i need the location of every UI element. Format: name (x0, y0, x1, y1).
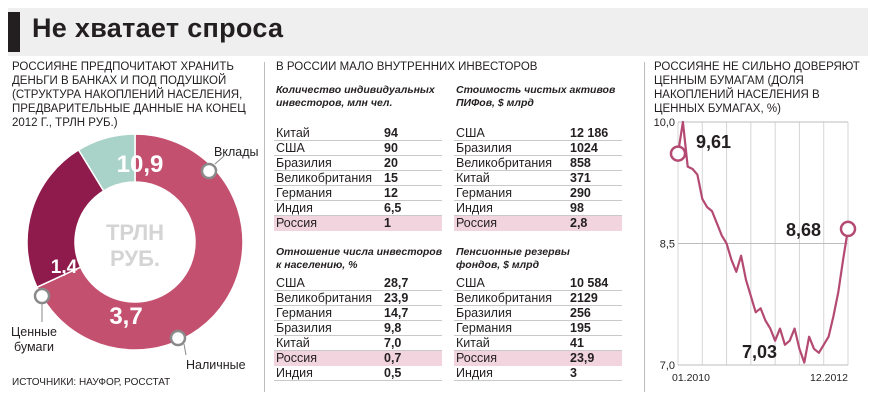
country-name: Россия (276, 351, 317, 365)
country-value: 15 (384, 171, 398, 185)
tables-section-caption: В РОССИИ МАЛО ВНУТРЕННИХ ИНВЕСТОРОВ (276, 61, 538, 73)
country-value: 0,5 (384, 366, 402, 380)
country-name: Россия (276, 216, 317, 230)
country-name: Германия (456, 186, 513, 200)
country-name: Германия (276, 186, 333, 200)
heading-line: Стоимость чистых активов (456, 84, 616, 96)
country-value: 90 (384, 141, 398, 155)
country-name: Бразилия (456, 141, 512, 155)
donut-caption: РОССИЯНЕ ПРЕДПОЧИТАЮТ ХРАНИТЬ ДЕНЬГИ В БАНКАХ И ПОД ПОДУШКОЙ (СТРУКТУРА НАКОПЛЕНИЙ НАСЕЛЕНИЯ, ПРЕДВАРИТЕЛЬНЫЕ ДАННЫЕ НА КОНЕЦ 2012 Г., ТРЛН РУБ.) (12, 61, 246, 129)
country-value: 41 (570, 336, 584, 350)
country-value: 371 (570, 171, 591, 185)
country-value: 2129 (570, 291, 598, 305)
point-label: 9,61 (696, 132, 732, 152)
country-name: Германия (456, 321, 513, 335)
country-value: 12 186 (570, 126, 609, 140)
country-name: Россия (456, 351, 497, 365)
country-value: 23,9 (570, 351, 595, 365)
country-name: США (276, 276, 305, 290)
callout-label: Наличные (186, 358, 246, 372)
heading-line: ПИФов, $ млрд (456, 97, 534, 109)
country-name: Великобритания (456, 156, 552, 170)
endpoint-marker (671, 147, 685, 161)
country-name: Китай (456, 336, 490, 350)
country-value: 12 (384, 186, 398, 200)
country-name: Германия (276, 306, 333, 320)
country-value: 858 (570, 156, 591, 170)
heading-line: Отношение числа инвесторов (276, 246, 443, 258)
point-label: 7,03 (742, 342, 778, 362)
country-value: 23,9 (384, 291, 409, 305)
x-tick-label: 01.2010 (672, 372, 710, 384)
country-name: Бразилия (276, 156, 332, 170)
country-value: 3 (570, 366, 577, 380)
country-value: 1 (384, 216, 391, 230)
sources-note: ИСТОЧНИКИ: НАУФОР, РОССТАТ (12, 377, 171, 388)
callout-label: Ценные (11, 325, 57, 339)
donut-center-label: ТРЛН (105, 220, 165, 245)
callout-label: бумаги (13, 340, 55, 354)
country-name: Великобритания (276, 171, 372, 185)
country-value: 1024 (570, 141, 598, 155)
country-name: США (456, 126, 485, 140)
country-value: 195 (570, 321, 591, 335)
country-name: Китай (456, 171, 490, 185)
country-value: 14,7 (384, 306, 409, 320)
country-name: США (276, 141, 305, 155)
slice-value-label: 1,4 (50, 257, 78, 278)
endpoint-marker (841, 222, 855, 236)
country-value: 6,5 (384, 201, 402, 215)
country-value: 94 (384, 126, 398, 140)
country-value: 9,8 (384, 321, 402, 335)
heading-line: фондов, $ млрд (456, 259, 540, 271)
y-tick-label: 7,0 (659, 360, 675, 372)
heading-line: к населению, % (276, 259, 358, 271)
country-name: Индия (456, 201, 493, 215)
country-value: 290 (570, 186, 591, 200)
country-name: Великобритания (276, 291, 372, 305)
country-name: Бразилия (276, 321, 332, 335)
heading-line: инвесторов, млн чел. (276, 97, 393, 109)
page-title: Не хватает спроса (32, 13, 284, 43)
slice-value-label: 10,9 (116, 151, 164, 178)
y-tick-label: 8,5 (659, 238, 675, 251)
country-name: Индия (276, 366, 313, 380)
country-value: 10 584 (570, 276, 609, 290)
x-tick-label: 12.2012 (810, 372, 848, 384)
country-name: Россия (456, 216, 497, 230)
donut-center-label: РУБ. (110, 246, 160, 271)
country-value: 28,7 (384, 276, 409, 290)
country-name: США (456, 276, 485, 290)
line-chart-caption: РОССИЯНЕ НЕ СИЛЬНО ДОВЕРЯЮТ ЦЕННЫМ БУМАГАМ (ДОЛЯ НАКОПЛЕНИЙ НАСЕЛЕНИЯ В ЦЕННЫХ БУМАГАХ, %) (654, 61, 860, 115)
y-tick-label: 10,0 (653, 117, 675, 129)
country-value: 20 (384, 156, 398, 170)
country-name: Индия (276, 201, 313, 215)
heading-line: Количество индивидуальных (276, 84, 435, 96)
country-name: Китай (276, 126, 310, 140)
callout-label: Вклады (214, 145, 259, 159)
country-value: 98 (570, 201, 584, 215)
slice-value-label: 3,7 (109, 303, 143, 330)
point-label: 8,68 (786, 220, 822, 240)
heading-line: Пенсионные резервы (456, 246, 570, 258)
country-name: Индия (456, 366, 493, 380)
country-name: Китай (276, 336, 310, 350)
country-value: 7,0 (384, 336, 402, 350)
country-name: Бразилия (456, 306, 512, 320)
country-name: Великобритания (456, 291, 552, 305)
country-value: 0,7 (384, 351, 402, 365)
country-value: 256 (570, 306, 591, 320)
country-value: 2,8 (570, 216, 588, 230)
